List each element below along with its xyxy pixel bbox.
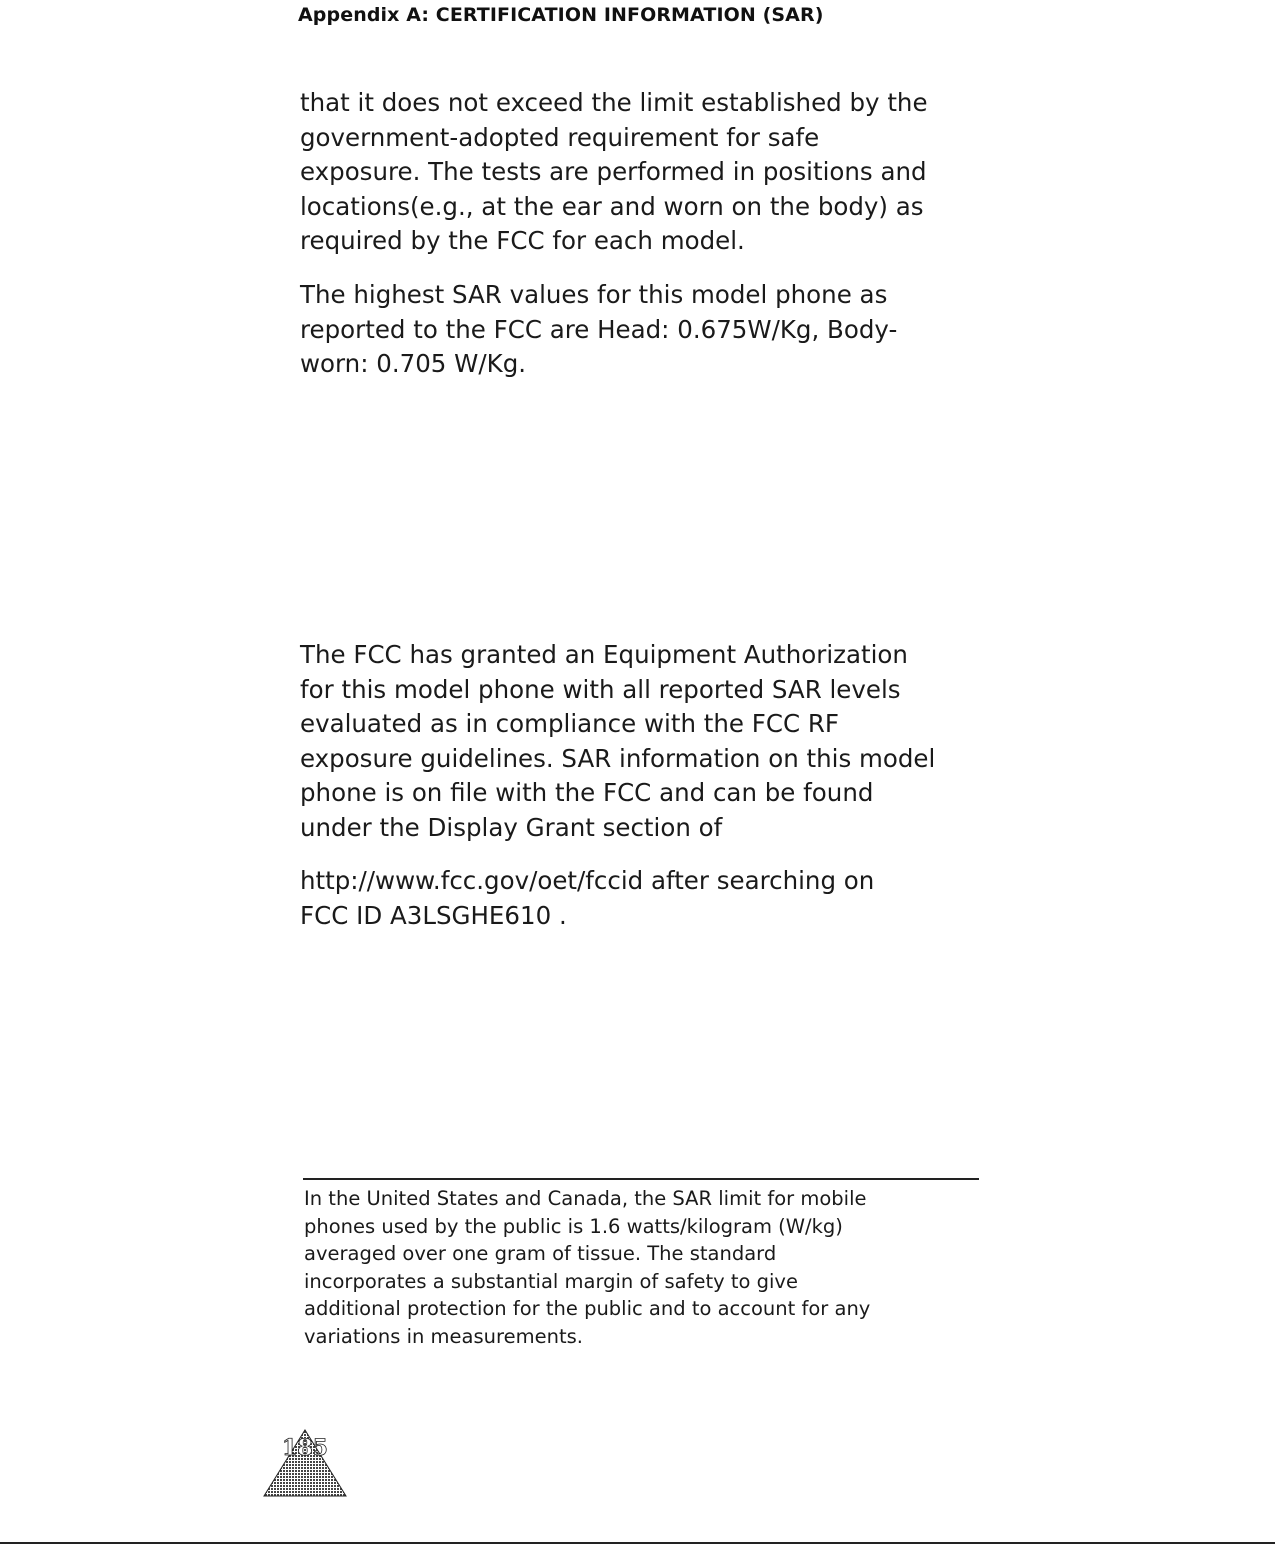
- footnote-line: averaged over one gram of tissue. The standard: [304, 1242, 777, 1265]
- footnote-line: additional protection for the public and to account for any: [304, 1297, 871, 1320]
- text-line: reported to the FCC are Head: 0.675W/Kg, Body-: [300, 314, 898, 344]
- text-line: http://www.fcc.gov/oet/fccid after searching on: [300, 866, 875, 895]
- text-line: exposure. The tests are performed in positions and: [300, 157, 927, 186]
- text-line: for this model phone with all reported SAR levels: [300, 674, 901, 704]
- text-line: evaluated as in compliance with the FCC RF: [300, 709, 839, 738]
- text-line: phone is on file with the FCC and can be found: [300, 778, 874, 807]
- paragraph-fcc-url: [300, 864, 990, 933]
- text-line: that it does not exceed the limit established by the: [300, 88, 928, 117]
- footnote-line: phones used by the public is 1.6 watts/kilogram (W/kg): [304, 1214, 843, 1238]
- text-line: The highest SAR values for this model phone as: [300, 280, 888, 309]
- text-line: required by the FCC for each model.: [300, 226, 745, 255]
- text-line: The FCC has granted an Equipment Authorization: [300, 640, 908, 669]
- footnote-sar-limit: [304, 1185, 984, 1350]
- text-line: worn: 0.705 W/Kg.: [300, 349, 527, 378]
- text-line: locations(e.g., at the ear and worn on the body) as: [300, 191, 924, 221]
- paragraph-sar-test-description: [300, 86, 990, 259]
- page-number: 185: [282, 1435, 328, 1461]
- text-line: exposure guidelines. SAR information on this model: [300, 743, 936, 773]
- text-line: government-adopted requirement for safe: [300, 122, 820, 152]
- text-line: under the Display Grant section of: [300, 812, 723, 842]
- footnote-line: In the United States and Canada, the SAR limit for mobile: [304, 1187, 867, 1210]
- page-header-title: Appendix A: CERTIFICATION INFORMATION (SAR): [298, 4, 824, 26]
- footnote-divider: [303, 1178, 979, 1180]
- footnote-line: incorporates a substantial margin of safety to give: [304, 1269, 798, 1293]
- paragraph-fcc-authorization: [300, 638, 990, 845]
- text-line: FCC ID A3LSGHE610 .: [300, 900, 567, 930]
- footnote-line: variations in measurements.: [304, 1324, 583, 1348]
- page-bottom-divider: [0, 1542, 1275, 1544]
- paragraph-sar-values: [300, 278, 990, 382]
